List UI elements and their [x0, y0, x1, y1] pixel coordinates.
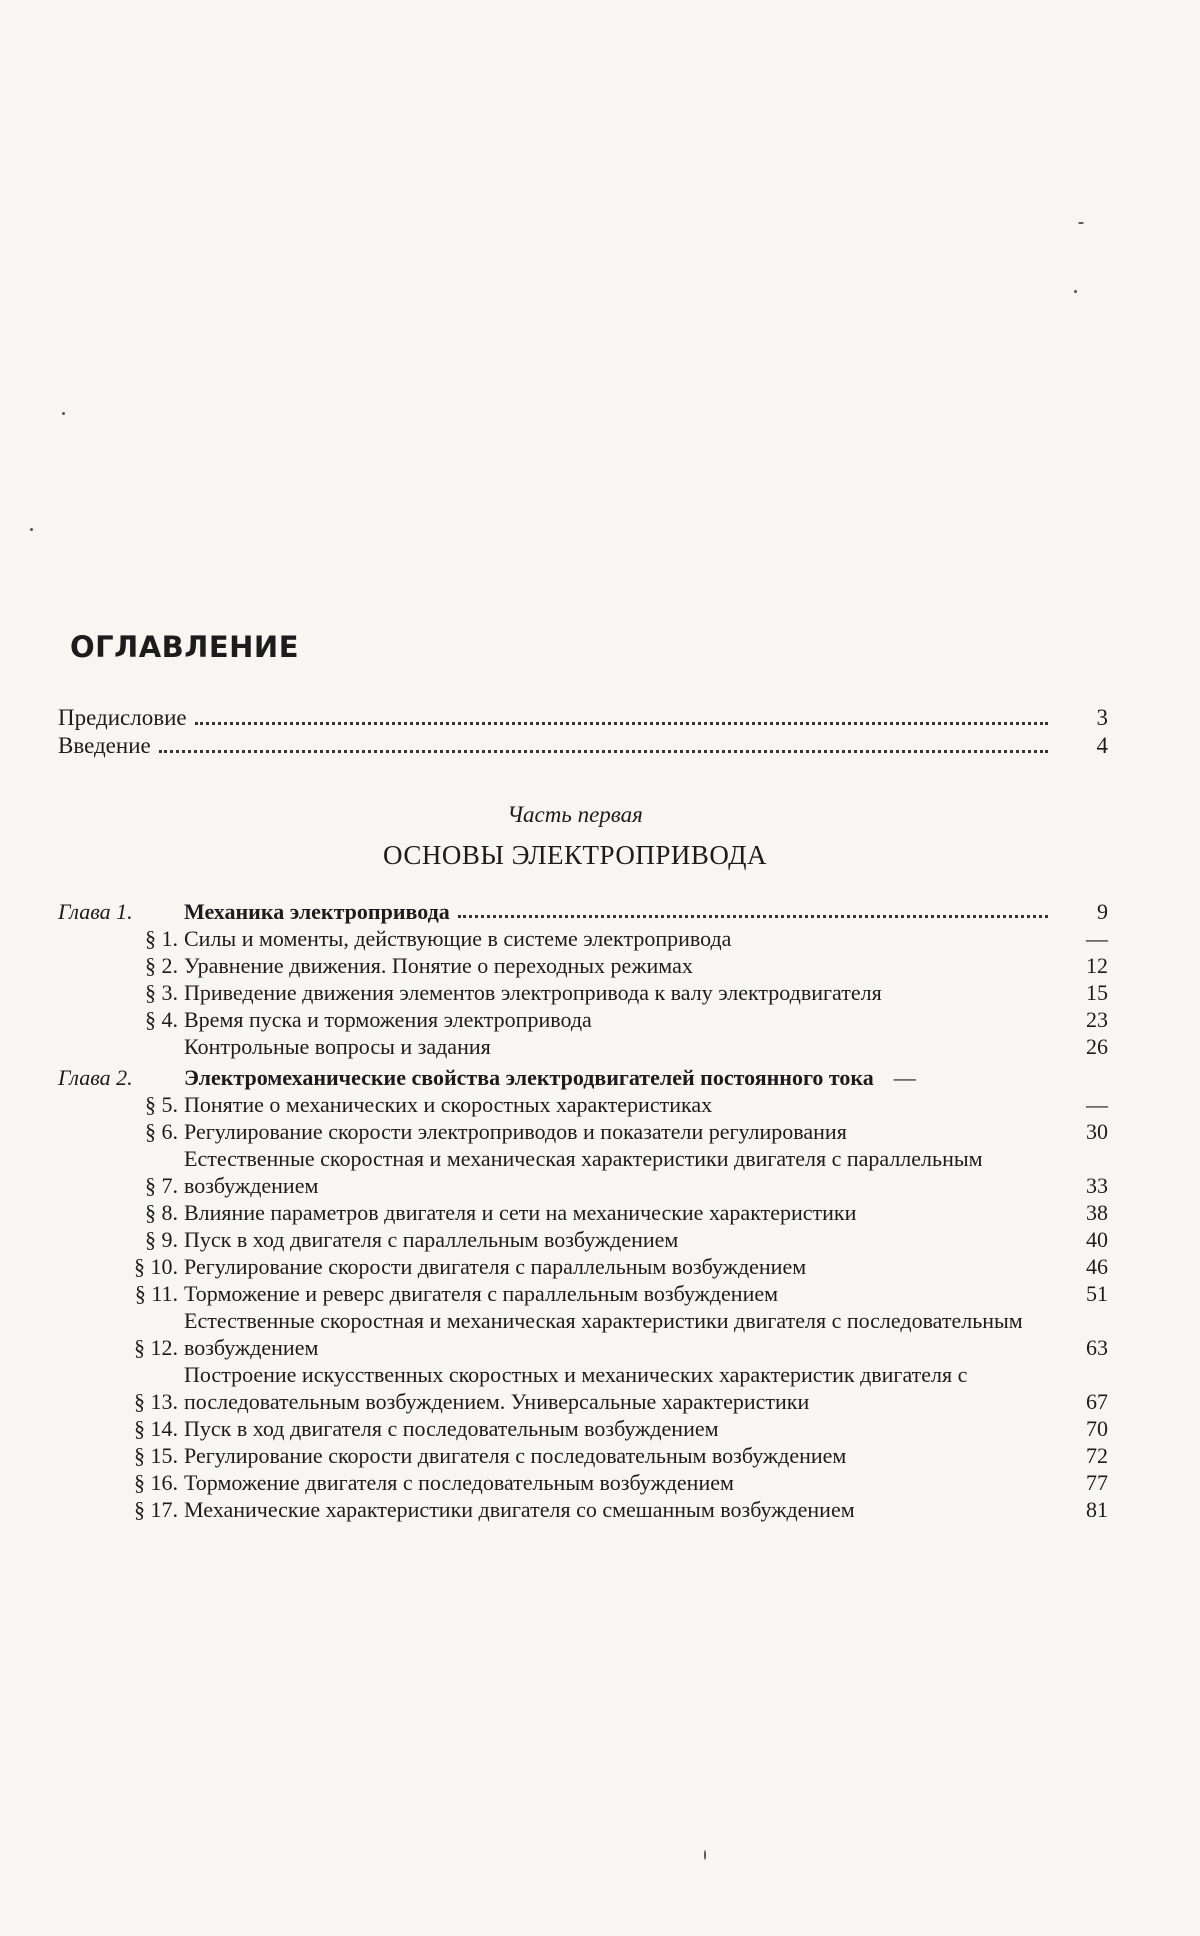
section-entry[interactable] [58, 1442, 1108, 1469]
front-entry[interactable] [58, 732, 1108, 760]
section-number: § 17. [58, 1496, 184, 1523]
scan-speck [704, 1850, 706, 1860]
section-title: Механические характеристики двигателя со смешанным возбуждением [184, 1496, 1066, 1523]
leader-dots [159, 750, 1048, 753]
section-title: Регулирование скорости двигателя с последовательным возбуждением [184, 1442, 1066, 1469]
chapter-title: Электромеханические свойства электродвигателей постоянного тока [184, 1064, 874, 1091]
section-page: 77 [1066, 1469, 1108, 1496]
chapter-title: Механика электропривода [184, 898, 450, 925]
section-title: Торможение и реверс двигателя с параллельным возбуждением [184, 1280, 1066, 1307]
part-label: Часть первая [0, 802, 1150, 828]
section-entry[interactable] [58, 952, 1108, 979]
section-number: § 13. [58, 1388, 184, 1415]
section-number: § 14. [58, 1415, 184, 1442]
leader-dots [458, 915, 1048, 918]
section-entry[interactable] [58, 979, 1108, 1006]
section-page: 63 [1066, 1334, 1108, 1361]
section-title: Влияние параметров двигателя и сети на механические характеристики [184, 1199, 1066, 1226]
section-entry[interactable] [58, 1361, 1108, 1415]
section-title: Силы и моменты, действующие в системе электропривода [184, 925, 1066, 952]
section-number: § 10. [58, 1253, 184, 1280]
section-entry[interactable] [58, 1006, 1108, 1033]
section-title: Естественные скоростная и механическая характеристики двигателя с последовательным возбуждением [184, 1307, 1066, 1361]
section-number: § 1. [58, 925, 184, 952]
scan-speck [62, 412, 65, 415]
entry-page: 4 [1066, 732, 1108, 760]
section-page: 67 [1066, 1388, 1108, 1415]
section-page: 30 [1066, 1118, 1108, 1145]
section-title: Регулирование скорости двигателя с параллельным возбуждением [184, 1253, 1066, 1280]
entry-title: Предисловие [58, 704, 187, 732]
scan-speck [30, 528, 33, 531]
chapter-entry[interactable] [58, 898, 1108, 925]
section-page: 40 [1066, 1226, 1108, 1253]
section-number: § 5. [58, 1091, 184, 1118]
section-title: Время пуска и торможения электропривода [184, 1006, 1066, 1033]
section-title: Построение искусственных скоростных и механических характеристик двигателя с последовательным возбуждением. Универсальные характеристики [184, 1361, 1066, 1415]
section-number: § 4. [58, 1006, 184, 1033]
section-entry[interactable] [58, 1415, 1108, 1442]
section-number: § 16. [58, 1469, 184, 1496]
section-number: § 2. [58, 952, 184, 979]
section-page: 38 [1066, 1199, 1108, 1226]
section-title: Понятие о механических и скоростных характеристиках [184, 1091, 1066, 1118]
section-page: 12 [1066, 952, 1108, 979]
section-title: Уравнение движения. Понятие о переходных режимах [184, 952, 1066, 979]
section-title: Торможение двигателя с последовательным возбуждением [184, 1469, 1066, 1496]
section-page: 70 [1066, 1415, 1108, 1442]
section-number: § 3. [58, 979, 184, 1006]
book-page [0, 0, 1200, 1936]
section-number: § 11. [58, 1280, 184, 1307]
section-entry[interactable] [58, 1226, 1108, 1253]
chapter-page: — [874, 1064, 916, 1091]
section-entry[interactable] [58, 1496, 1108, 1523]
section-entry[interactable] [58, 925, 1108, 952]
leader-dots [195, 722, 1048, 725]
section-page: — [1066, 925, 1108, 952]
section-number: § 15. [58, 1442, 184, 1469]
section-page: 46 [1066, 1253, 1108, 1280]
entry-page: 3 [1066, 704, 1108, 732]
section-page: 33 [1066, 1172, 1108, 1199]
section-page: 26 [1066, 1033, 1108, 1060]
section-page: — [1066, 1091, 1108, 1118]
section-title: Контрольные вопросы и задания [184, 1033, 1066, 1060]
chapter-label: Глава 2. [58, 1064, 184, 1091]
section-entry[interactable] [58, 1118, 1108, 1145]
section-entry[interactable] [58, 1033, 1108, 1060]
entry-title: Введение [58, 732, 151, 760]
section-number: § 7. [58, 1172, 184, 1199]
toc-heading: ОГЛАВЛЕНИЕ [70, 630, 299, 664]
section-title: Пуск в ход двигателя с последовательным возбуждением [184, 1415, 1066, 1442]
part-title: ОСНОВЫ ЭЛЕКТРОПРИВОДА [0, 840, 1150, 871]
section-title: Приведение движения элементов электропривода к валу электродвигателя [184, 979, 1066, 1006]
section-entry[interactable] [58, 1253, 1108, 1280]
section-page: 81 [1066, 1496, 1108, 1523]
section-entry[interactable] [58, 1145, 1108, 1199]
section-entry[interactable] [58, 1307, 1108, 1361]
front-matter [58, 704, 1108, 760]
section-page: 15 [1066, 979, 1108, 1006]
section-number: § 6. [58, 1118, 184, 1145]
section-page: 23 [1066, 1006, 1108, 1033]
section-number: § 9. [58, 1226, 184, 1253]
scan-speck [1074, 290, 1077, 293]
front-entry[interactable] [58, 704, 1108, 732]
toc-list [58, 894, 1108, 1523]
section-number: § 8. [58, 1199, 184, 1226]
chapter-entry[interactable] [58, 1064, 1108, 1091]
section-entry[interactable] [58, 1091, 1108, 1118]
section-entry[interactable] [58, 1280, 1108, 1307]
chapter-page: 9 [1066, 898, 1108, 925]
section-number: § 12. [58, 1334, 184, 1361]
section-page: 72 [1066, 1442, 1108, 1469]
section-entry[interactable] [58, 1469, 1108, 1496]
chapter-label: Глава 1. [58, 898, 184, 925]
section-title: Естественные скоростная и механическая характеристики двигателя с параллельным возбуждением [184, 1145, 1066, 1199]
section-title: Регулирование скорости электроприводов и показатели регулирования [184, 1118, 1066, 1145]
section-entry[interactable] [58, 1199, 1108, 1226]
section-page: 51 [1066, 1280, 1108, 1307]
section-title: Пуск в ход двигателя с параллельным возбуждением [184, 1226, 1066, 1253]
scan-speck [1078, 222, 1084, 224]
